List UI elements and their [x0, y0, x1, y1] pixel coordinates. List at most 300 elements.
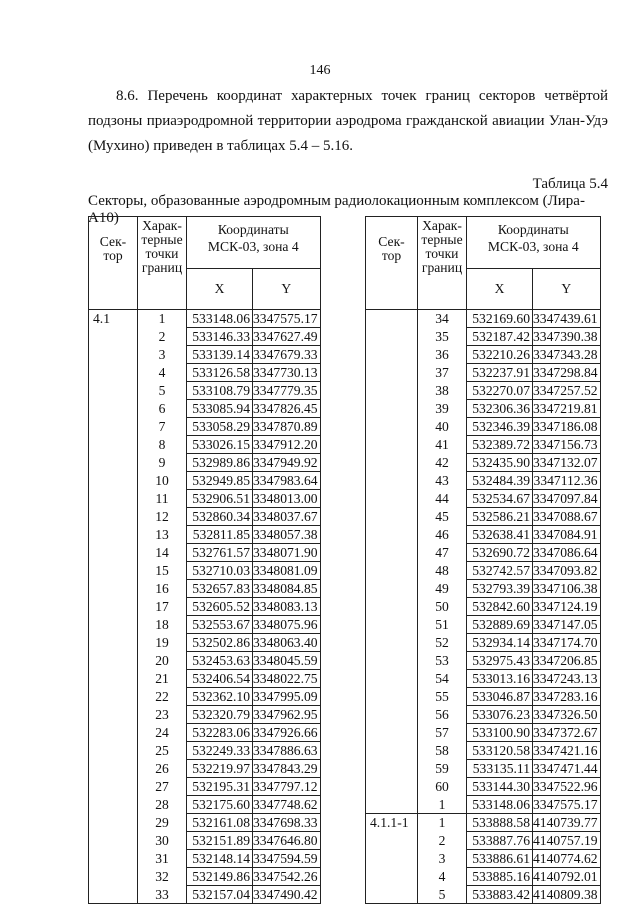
- x-cell: 533139.14: [187, 346, 253, 364]
- table-row: [89, 454, 321, 472]
- header-points: Харак- терные точки границ: [138, 217, 187, 310]
- x-cell: 532742.57: [467, 562, 533, 580]
- y-cell: 4140792.01: [533, 868, 601, 886]
- table-row: [366, 688, 601, 706]
- table-row: [89, 544, 321, 562]
- x-cell: 532949.85: [187, 472, 253, 490]
- table-row: [366, 652, 601, 670]
- point-cell: 58: [418, 742, 467, 760]
- point-cell: 35: [418, 328, 467, 346]
- x-cell: 532710.03: [187, 562, 253, 580]
- table-row: [366, 850, 601, 868]
- point-cell: 5: [138, 382, 187, 400]
- x-cell: 533085.94: [187, 400, 253, 418]
- y-cell: 3347471.44: [533, 760, 601, 778]
- sector-cell: [366, 526, 418, 544]
- y-cell: 3347730.13: [253, 364, 321, 382]
- y-cell: 3347542.26: [253, 868, 321, 886]
- x-cell: 533058.29: [187, 418, 253, 436]
- table-row: [366, 886, 601, 904]
- x-cell: 532151.89: [187, 832, 253, 850]
- sector-cell: [89, 706, 138, 724]
- y-cell: 3347779.35: [253, 382, 321, 400]
- y-cell: 3347219.81: [533, 400, 601, 418]
- y-cell: 3347439.61: [533, 310, 601, 328]
- sector-cell: [366, 472, 418, 490]
- point-cell: 17: [138, 598, 187, 616]
- x-cell: 532175.60: [187, 796, 253, 814]
- table-row: [366, 346, 601, 364]
- table-row: [89, 328, 321, 346]
- y-cell: 3347084.91: [533, 526, 601, 544]
- sector-cell: [366, 544, 418, 562]
- point-cell: 5: [418, 886, 467, 904]
- y-cell: 3347088.67: [533, 508, 601, 526]
- table-row: [366, 742, 601, 760]
- sector-cell: [366, 850, 418, 868]
- y-cell: 3347343.28: [533, 346, 601, 364]
- point-cell: 19: [138, 634, 187, 652]
- point-cell: 9: [138, 454, 187, 472]
- y-cell: 3347093.82: [533, 562, 601, 580]
- point-cell: 54: [418, 670, 467, 688]
- point-cell: 18: [138, 616, 187, 634]
- table-row: [366, 454, 601, 472]
- table-row: [89, 670, 321, 688]
- sector-cell: [366, 310, 418, 328]
- sector-cell: [366, 418, 418, 436]
- x-cell: 532761.57: [187, 544, 253, 562]
- y-cell: 3347390.38: [533, 328, 601, 346]
- sector-cell: [366, 562, 418, 580]
- sector-cell: [89, 400, 138, 418]
- table-row: [366, 760, 601, 778]
- point-cell: 14: [138, 544, 187, 562]
- y-cell: 3347748.62: [253, 796, 321, 814]
- y-cell: 3347886.63: [253, 742, 321, 760]
- sector-cell: [89, 886, 138, 904]
- sector-cell: [89, 508, 138, 526]
- y-cell: 3348081.09: [253, 562, 321, 580]
- table-row: [89, 382, 321, 400]
- x-cell: 533888.58: [467, 814, 533, 832]
- y-cell: 3348057.38: [253, 526, 321, 544]
- header-coordinates: Координаты МСК-03, зона 4: [467, 217, 601, 269]
- y-cell: 3347326.50: [533, 706, 601, 724]
- table-row: [89, 508, 321, 526]
- x-cell: 532306.36: [467, 400, 533, 418]
- coordinates-table-left: [88, 216, 321, 904]
- table-row: [366, 508, 601, 526]
- sector-cell: [366, 724, 418, 742]
- sector-cell: [89, 562, 138, 580]
- point-cell: 7: [138, 418, 187, 436]
- y-cell: 3347575.17: [253, 310, 321, 328]
- table-row: [89, 346, 321, 364]
- sector-cell: [366, 670, 418, 688]
- sector-cell: [89, 382, 138, 400]
- point-cell: 51: [418, 616, 467, 634]
- y-cell: 3347132.07: [533, 454, 601, 472]
- table-row: [366, 544, 601, 562]
- point-cell: 40: [418, 418, 467, 436]
- y-cell: 3347575.17: [533, 796, 601, 814]
- x-cell: 532237.91: [467, 364, 533, 382]
- point-cell: 36: [418, 346, 467, 364]
- point-cell: 45: [418, 508, 467, 526]
- point-cell: 27: [138, 778, 187, 796]
- table-row: [89, 652, 321, 670]
- point-cell: 50: [418, 598, 467, 616]
- y-cell: 3347174.70: [533, 634, 601, 652]
- y-cell: 3347086.64: [533, 544, 601, 562]
- table-label: Таблица 5.4: [532, 176, 608, 192]
- y-cell: 3348013.00: [253, 490, 321, 508]
- x-cell: 532362.10: [187, 688, 253, 706]
- sector-cell: [366, 652, 418, 670]
- y-cell: 3348075.96: [253, 616, 321, 634]
- point-cell: 26: [138, 760, 187, 778]
- point-cell: 37: [418, 364, 467, 382]
- sector-cell: [89, 652, 138, 670]
- sector-cell: [89, 544, 138, 562]
- point-cell: 32: [138, 868, 187, 886]
- sector-cell: [89, 832, 138, 850]
- table-row: [366, 580, 601, 598]
- y-cell: 3347106.38: [533, 580, 601, 598]
- point-cell: 33: [138, 886, 187, 904]
- point-cell: 15: [138, 562, 187, 580]
- sector-cell: [366, 796, 418, 814]
- table-row: [89, 562, 321, 580]
- table-caption: Секторы, образованные аэродромным радиолокационным комплексом (Лира-А10): [88, 193, 585, 226]
- y-cell: 3348045.59: [253, 652, 321, 670]
- y-cell: 3348083.13: [253, 598, 321, 616]
- table-row: [89, 688, 321, 706]
- sector-cell: [89, 688, 138, 706]
- table-row: [89, 580, 321, 598]
- sector-cell: [89, 490, 138, 508]
- x-cell: 532690.72: [467, 544, 533, 562]
- table-row: [89, 724, 321, 742]
- x-cell: 532842.60: [467, 598, 533, 616]
- sector-cell: [89, 346, 138, 364]
- point-cell: 12: [138, 508, 187, 526]
- point-cell: 2: [138, 328, 187, 346]
- point-cell: 49: [418, 580, 467, 598]
- sector-cell: [366, 364, 418, 382]
- table-row: [366, 832, 601, 850]
- sector-cell: [366, 886, 418, 904]
- point-cell: 10: [138, 472, 187, 490]
- x-cell: 532210.26: [467, 346, 533, 364]
- table-row: [366, 328, 601, 346]
- x-cell: 532889.69: [467, 616, 533, 634]
- y-cell: 3347522.96: [533, 778, 601, 796]
- y-cell: 3347962.95: [253, 706, 321, 724]
- table-row: [366, 418, 601, 436]
- table-row: [366, 634, 601, 652]
- y-cell: 3347995.09: [253, 688, 321, 706]
- y-cell: 3348037.67: [253, 508, 321, 526]
- header-x: X: [467, 268, 533, 309]
- point-cell: 31: [138, 850, 187, 868]
- table-row: [89, 436, 321, 454]
- y-cell: 3347594.59: [253, 850, 321, 868]
- point-cell: 42: [418, 454, 467, 472]
- x-cell: 532389.72: [467, 436, 533, 454]
- x-cell: 533135.11: [467, 760, 533, 778]
- x-cell: 532906.51: [187, 490, 253, 508]
- x-cell: 532586.21: [467, 508, 533, 526]
- sector-cell: [366, 634, 418, 652]
- y-cell: 3347156.73: [533, 436, 601, 454]
- x-cell: 532187.42: [467, 328, 533, 346]
- y-cell: 4140757.19: [533, 832, 601, 850]
- table-row: [366, 526, 601, 544]
- table-row: [89, 832, 321, 850]
- point-cell: 13: [138, 526, 187, 544]
- point-cell: 34: [418, 310, 467, 328]
- point-cell: 28: [138, 796, 187, 814]
- point-cell: 16: [138, 580, 187, 598]
- point-cell: 48: [418, 562, 467, 580]
- sector-cell: [366, 508, 418, 526]
- table-row: [366, 598, 601, 616]
- table-row: [89, 850, 321, 868]
- sector-cell: [89, 670, 138, 688]
- y-cell: 4140774.62: [533, 850, 601, 868]
- sector-cell: 4.1.1-1: [366, 814, 418, 832]
- y-cell: 3347679.33: [253, 346, 321, 364]
- y-cell: 3347912.20: [253, 436, 321, 454]
- point-cell: 1: [418, 814, 467, 832]
- x-cell: 533148.06: [187, 310, 253, 328]
- y-cell: 4140739.77: [533, 814, 601, 832]
- point-cell: 3: [138, 346, 187, 364]
- y-cell: 3347283.16: [533, 688, 601, 706]
- x-cell: 532157.04: [187, 886, 253, 904]
- sector-cell: [366, 742, 418, 760]
- sector-cell: [366, 832, 418, 850]
- x-cell: 532219.97: [187, 760, 253, 778]
- header-coordinates: Координаты МСК-03, зона 4: [187, 217, 321, 269]
- sector-cell: [366, 346, 418, 364]
- point-cell: 60: [418, 778, 467, 796]
- point-cell: 29: [138, 814, 187, 832]
- y-cell: 3347698.33: [253, 814, 321, 832]
- y-cell: 3347421.16: [533, 742, 601, 760]
- header-points: Харак- терные точки границ: [418, 217, 467, 310]
- x-cell: 532860.34: [187, 508, 253, 526]
- point-cell: 41: [418, 436, 467, 454]
- sector-cell: [89, 454, 138, 472]
- sector-cell: [366, 580, 418, 598]
- sector-cell: [89, 580, 138, 598]
- table-row: [89, 400, 321, 418]
- table-row: [366, 562, 601, 580]
- sector-cell: [366, 706, 418, 724]
- x-cell: 532553.67: [187, 616, 253, 634]
- point-cell: 47: [418, 544, 467, 562]
- point-cell: 25: [138, 742, 187, 760]
- sector-cell: [366, 778, 418, 796]
- y-cell: 3347298.84: [533, 364, 601, 382]
- point-cell: 22: [138, 688, 187, 706]
- sector-cell: [366, 454, 418, 472]
- point-cell: 39: [418, 400, 467, 418]
- sector-cell: [89, 850, 138, 868]
- header-sector: Сек- тор: [366, 217, 418, 310]
- table-row: [89, 886, 321, 904]
- table-row: [366, 778, 601, 796]
- table-row: [366, 814, 601, 832]
- table-row: [89, 472, 321, 490]
- y-cell: 3347372.67: [533, 724, 601, 742]
- x-cell: 532346.39: [467, 418, 533, 436]
- table-row: [89, 742, 321, 760]
- sector-cell: [366, 868, 418, 886]
- x-cell: 532320.79: [187, 706, 253, 724]
- x-cell: 532283.06: [187, 724, 253, 742]
- y-cell: 3347826.45: [253, 400, 321, 418]
- table-row: [366, 400, 601, 418]
- x-cell: 532453.63: [187, 652, 253, 670]
- table-row: [89, 868, 321, 886]
- header-x: X: [187, 268, 253, 309]
- x-cell: 532934.14: [467, 634, 533, 652]
- y-cell: 3347926.66: [253, 724, 321, 742]
- sector-cell: [366, 598, 418, 616]
- header-sector: Сек- тор: [89, 217, 138, 310]
- table-row: [89, 418, 321, 436]
- x-cell: 532169.60: [467, 310, 533, 328]
- table-row: [366, 616, 601, 634]
- table-row: [89, 706, 321, 724]
- sector-cell: [89, 634, 138, 652]
- table-row: [366, 310, 601, 328]
- sector-cell: [89, 328, 138, 346]
- x-cell: 532161.08: [187, 814, 253, 832]
- sector-cell: [89, 868, 138, 886]
- x-cell: 533144.30: [467, 778, 533, 796]
- point-cell: 38: [418, 382, 467, 400]
- point-cell: 56: [418, 706, 467, 724]
- sector-cell: [89, 364, 138, 382]
- sector-cell: [366, 760, 418, 778]
- sector-cell: [89, 418, 138, 436]
- x-cell: 533013.16: [467, 670, 533, 688]
- x-cell: 533100.90: [467, 724, 533, 742]
- y-cell: 3347206.85: [533, 652, 601, 670]
- x-cell: 532149.86: [187, 868, 253, 886]
- x-cell: 532195.31: [187, 778, 253, 796]
- table-row: [366, 382, 601, 400]
- table-row: [366, 796, 601, 814]
- x-cell: 532148.14: [187, 850, 253, 868]
- table-row: [89, 760, 321, 778]
- y-cell: 3347646.80: [253, 832, 321, 850]
- y-cell: 3347627.49: [253, 328, 321, 346]
- sector-cell: [366, 490, 418, 508]
- table-row: [366, 724, 601, 742]
- intro-line-1: 8.6. Перечень координат характерных точек границ секторов четвёртой: [116, 88, 608, 104]
- point-cell: 20: [138, 652, 187, 670]
- sector-cell: [89, 760, 138, 778]
- point-cell: 1: [138, 310, 187, 328]
- x-cell: 533076.23: [467, 706, 533, 724]
- x-cell: 533046.87: [467, 688, 533, 706]
- point-cell: 23: [138, 706, 187, 724]
- point-cell: 43: [418, 472, 467, 490]
- table-row: [89, 634, 321, 652]
- x-cell: 532975.43: [467, 652, 533, 670]
- table-row: [89, 796, 321, 814]
- sector-cell: [89, 472, 138, 490]
- table-row: [89, 490, 321, 508]
- x-cell: 533146.33: [187, 328, 253, 346]
- sector-cell: [89, 724, 138, 742]
- y-cell: 3347124.19: [533, 598, 601, 616]
- sector-cell: [366, 328, 418, 346]
- x-cell: 533887.76: [467, 832, 533, 850]
- sector-cell: [366, 436, 418, 454]
- y-cell: 3347983.64: [253, 472, 321, 490]
- y-cell: 3347257.52: [533, 382, 601, 400]
- coordinates-table-right: [365, 216, 601, 904]
- x-cell: 532657.83: [187, 580, 253, 598]
- x-cell: 532502.86: [187, 634, 253, 652]
- point-cell: 21: [138, 670, 187, 688]
- y-cell: 3348084.85: [253, 580, 321, 598]
- x-cell: 532484.39: [467, 472, 533, 490]
- intro-line-3: (Мухино) приведен в таблицах 5.4 – 5.16.: [88, 138, 354, 154]
- table-row: [89, 778, 321, 796]
- point-cell: 57: [418, 724, 467, 742]
- x-cell: 533148.06: [467, 796, 533, 814]
- x-cell: 532811.85: [187, 526, 253, 544]
- y-cell: 3348063.40: [253, 634, 321, 652]
- x-cell: 532406.54: [187, 670, 253, 688]
- point-cell: 1: [418, 796, 467, 814]
- table-row: [366, 364, 601, 382]
- point-cell: 44: [418, 490, 467, 508]
- point-cell: 30: [138, 832, 187, 850]
- x-cell: 532534.67: [467, 490, 533, 508]
- y-cell: 3347112.36: [533, 472, 601, 490]
- y-cell: 3347949.92: [253, 454, 321, 472]
- x-cell: 532249.33: [187, 742, 253, 760]
- table-row: [89, 598, 321, 616]
- x-cell: 533120.58: [467, 742, 533, 760]
- point-cell: 11: [138, 490, 187, 508]
- x-cell: 532638.41: [467, 526, 533, 544]
- sector-cell: [89, 742, 138, 760]
- sector-cell: [89, 526, 138, 544]
- table-row: [89, 310, 321, 328]
- table-row: [366, 670, 601, 688]
- y-cell: 3348071.90: [253, 544, 321, 562]
- x-cell: 533026.15: [187, 436, 253, 454]
- sector-cell: [89, 778, 138, 796]
- x-cell: 532605.52: [187, 598, 253, 616]
- table-row: [89, 364, 321, 382]
- point-cell: 3: [418, 850, 467, 868]
- point-cell: 8: [138, 436, 187, 454]
- table-row: [366, 868, 601, 886]
- sector-cell: [366, 616, 418, 634]
- table-row: [89, 616, 321, 634]
